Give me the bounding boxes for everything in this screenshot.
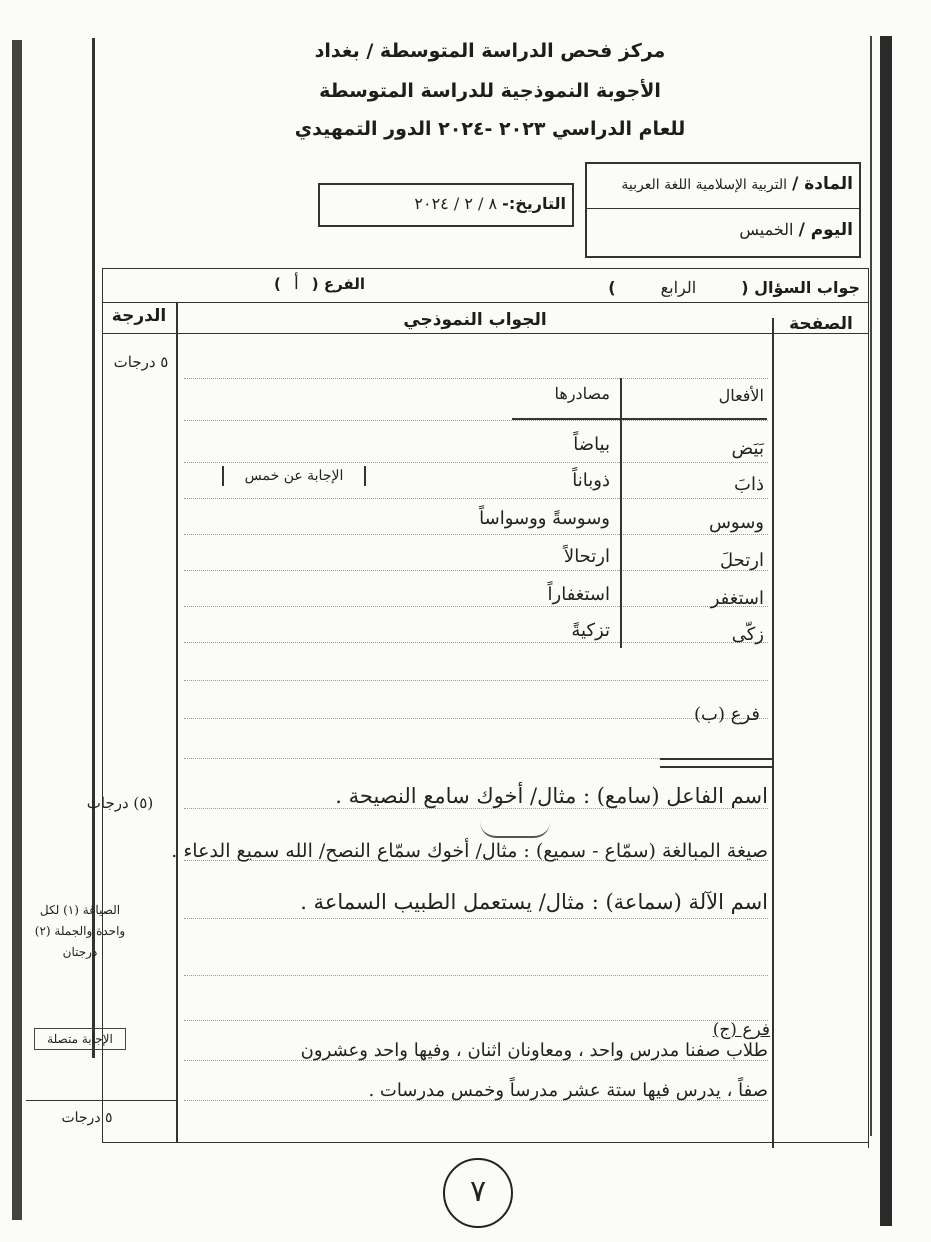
grade-part-c-note: الإجابة متصلة [34, 1028, 126, 1050]
part-a-source-2: ذوباناً [572, 470, 610, 491]
grade-column-header: الدرجة [111, 306, 167, 326]
part-b-rule-1 [660, 758, 772, 760]
part-a-source-1: بياضاً [573, 434, 610, 455]
grade-part-c: ٥ درجات [61, 1110, 113, 1126]
subject-day-box [585, 162, 861, 258]
branch-label: الفرع ( [311, 275, 365, 293]
part-a-verb-5: استغفر [710, 588, 764, 609]
part-a-source-6: تزكيةً [571, 620, 610, 641]
date-box [318, 183, 574, 227]
part-b-item-2: صيغة المبالغة (سمّاع - سميع) : مثال/ أخوك سمّاع النصح/ الله سميع الدعاء . [171, 840, 768, 862]
grade-part-b-note: الصياغة (١) لكل واحدة والجملة (٢) درجتان [34, 903, 126, 959]
branch-close: ) [273, 275, 281, 293]
part-a-verb-4: ارتحلَ [720, 550, 764, 571]
subject-label: المادة / [792, 174, 853, 194]
day-label: اليوم / [798, 220, 853, 240]
part-a-verb-1: بَيَض [731, 438, 764, 459]
part-a-header-rule [512, 418, 767, 420]
part-a-verb-6: زكّى [731, 624, 764, 645]
branch-value: أ [293, 274, 299, 294]
header-center-name: مركز فحص الدراسة المتوسطة / بغداد [314, 40, 666, 62]
header-year: للعام الدراسي ٢٠٢٣ -٢٠٢٤ الدور التمهيدي [294, 118, 686, 140]
part-a-sources-header: مصادرها [554, 384, 610, 403]
answer-question-label: جواب السؤال ( [741, 278, 860, 297]
part-a-verbs-header: الأفعال [718, 386, 764, 405]
part-a-source-5: استغفاراً [547, 584, 610, 605]
part-a-source-3: وسوسةً ووسواساً [479, 508, 610, 529]
part-a-note: الإجابة عن خمس [222, 466, 366, 486]
part-b-item-3: اسم الآلة (سماعة) : مثال/ يستعمل الطبيب السماعة . [300, 890, 768, 914]
day-value: الخميس [739, 220, 794, 239]
part-b-rule-2 [660, 766, 772, 768]
grade-part-a: ٥ درجات [113, 353, 169, 371]
date-value: ٨ / ٢ / ٢٠٢٤ [414, 194, 498, 213]
page-number: ٧ [469, 1174, 487, 1209]
part-c-line-1: طلاب صفنا مدرس واحد ، ومعاونان اثنان ، وفيها واحد وعشرون [300, 1040, 768, 1061]
part-b-item-1: اسم الفاعل (سامع) : مثال/ أخوك سامع النصيحة . [335, 784, 768, 808]
date-label: التاريخ:- [502, 194, 566, 213]
subject-value: التربية الإسلامية اللغة العربية [621, 177, 788, 193]
answer-question-value: الرابع [660, 278, 697, 297]
binder-edge-right [880, 36, 892, 1226]
answer-question-close: ) [608, 278, 616, 297]
part-a-verb-3: وسوس [708, 512, 764, 533]
grade-part-b: (٥) درجات [86, 794, 154, 812]
page-number-circle [443, 1158, 513, 1228]
header-title: الأجوبة النموذجية للدراسة المتوسطة [319, 80, 661, 102]
part-a-source-4: ارتحالاً [563, 546, 610, 567]
page-column-header: الصفحة [789, 314, 853, 334]
part-a-verb-2: ذابَ [734, 474, 764, 495]
underline-mark [480, 822, 550, 838]
part-c-line-2: صفاً ، يدرس فيها ستة عشر مدرساً وخمس مدرسات . [368, 1080, 768, 1101]
page-margin-line-right [870, 36, 872, 1136]
part-c-title: فرع (ج) [712, 1020, 770, 1040]
part-b-title: فرع (ب) [694, 704, 760, 725]
answer-column-header: الجواب النموذجي [403, 310, 547, 330]
binder-edge-left [12, 40, 22, 1220]
